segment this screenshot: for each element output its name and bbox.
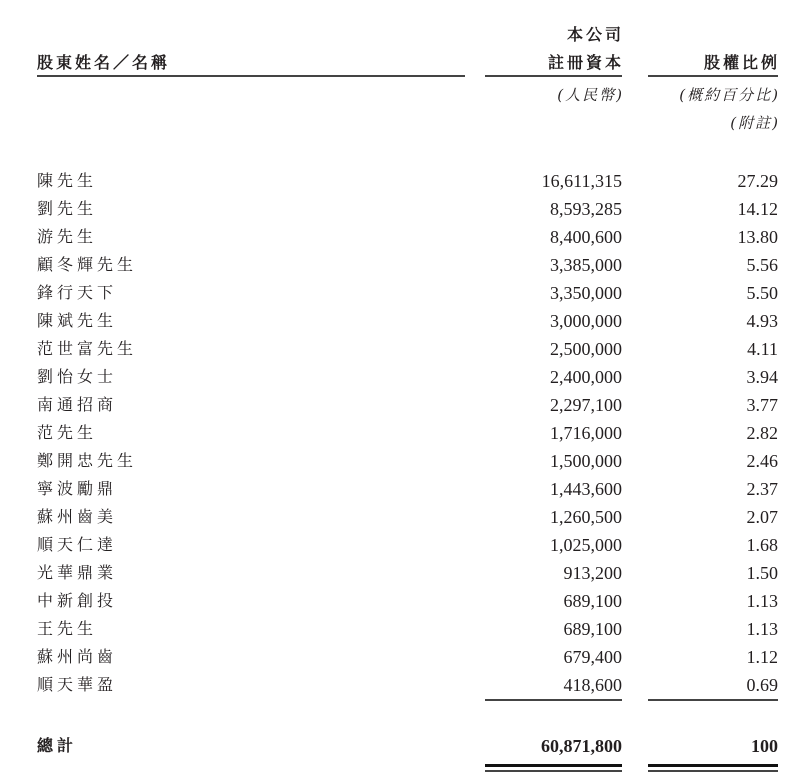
shareholding-pct: 3.77 [746, 395, 778, 415]
shareholder-name: 中新創投 [37, 591, 118, 610]
registered-capital: 3,385,000 [550, 255, 622, 275]
registered-capital: 2,500,000 [550, 339, 622, 359]
shareholder-name: 寧波勵鼎 [37, 479, 118, 498]
table-row [0, 559, 800, 587]
shareholder-name: 蘇州尚齒 [37, 647, 118, 666]
shareholder-name: 光華鼎業 [37, 563, 118, 582]
table-row [0, 587, 800, 615]
shareholder-name: 王先生 [37, 619, 98, 638]
registered-capital: 418,600 [563, 675, 622, 695]
shareholding-pct: 2.46 [746, 451, 778, 471]
table-row [0, 615, 800, 643]
registered-capital: 3,350,000 [550, 283, 622, 303]
shareholder-name: 劉怡女士 [37, 367, 118, 386]
registered-capital: 2,297,100 [550, 395, 622, 415]
shareholder-name: 鋒行天下 [37, 283, 118, 302]
table-row [0, 643, 800, 671]
registered-capital: 8,400,600 [550, 227, 622, 247]
registered-capital: 1,716,000 [550, 423, 622, 443]
shareholding-pct: 2.37 [746, 479, 778, 499]
pct-column-header: 股權比例 [703, 53, 780, 72]
shareholder-name: 劉先生 [37, 199, 98, 218]
table-row [0, 531, 800, 559]
shareholding-pct: 4.93 [746, 311, 778, 331]
shareholding-pct: 5.56 [746, 255, 778, 275]
shareholding-pct: 13.80 [737, 227, 778, 247]
pct-total-double-rule [648, 764, 778, 772]
total-capital: 60,871,800 [541, 736, 622, 756]
registered-capital: 1,260,500 [550, 507, 622, 527]
pct-unit: (概約百分比) [679, 86, 780, 104]
table-row [0, 391, 800, 419]
shareholding-pct: 1.50 [746, 563, 778, 583]
table-row [0, 195, 800, 223]
table-row [0, 419, 800, 447]
registered-capital: 1,443,600 [550, 479, 622, 499]
shareholder-name: 順天華盈 [37, 675, 118, 694]
shareholder-name: 范先生 [37, 423, 98, 442]
shareholding-pct: 4.11 [747, 339, 778, 359]
registered-capital: 2,400,000 [550, 367, 622, 387]
shareholder-name: 陳斌先生 [37, 311, 118, 330]
registered-capital: 16,611,315 [541, 171, 622, 191]
capital-column-header-line2: 註冊資本 [547, 53, 624, 72]
shareholder-name: 順天仁達 [37, 535, 118, 554]
pct-note: (附註) [730, 114, 780, 132]
name-column-header: 股東姓名／名稱 [37, 53, 171, 72]
registered-capital: 913,200 [563, 563, 622, 583]
table-row [0, 167, 800, 195]
shareholding-pct: 2.82 [746, 423, 778, 443]
capital-subtotal-rule [485, 699, 622, 701]
table-row [0, 447, 800, 475]
capital-header-rule [485, 75, 622, 77]
registered-capital: 3,000,000 [550, 311, 622, 331]
shareholding-pct: 1.13 [746, 591, 778, 611]
shareholder-name: 蘇州齒美 [37, 507, 118, 526]
registered-capital: 689,100 [563, 591, 622, 611]
shareholding-pct: 14.12 [737, 199, 778, 219]
shareholding-pct: 5.50 [746, 283, 778, 303]
table-row [0, 223, 800, 251]
capital-column-header-line1: 本公司 [566, 25, 624, 44]
pct-header-rule [648, 75, 778, 77]
table-row [0, 279, 800, 307]
total-pct: 100 [751, 736, 778, 756]
registered-capital: 689,100 [563, 619, 622, 639]
shareholder-name: 范世富先生 [37, 339, 138, 358]
shareholder-name: 鄭開忠先生 [37, 451, 138, 470]
table-row [0, 475, 800, 503]
shareholding-pct: 27.29 [737, 171, 778, 191]
registered-capital: 8,593,285 [550, 199, 622, 219]
shareholding-pct: 0.69 [746, 675, 778, 695]
table-row [0, 307, 800, 335]
shareholder-name: 陳先生 [37, 171, 98, 190]
pct-subtotal-rule [648, 699, 778, 701]
registered-capital: 1,500,000 [550, 451, 622, 471]
table-row [0, 503, 800, 531]
table-row [0, 251, 800, 279]
registered-capital: 679,400 [563, 647, 622, 667]
total-row [0, 732, 800, 760]
shareholder-name: 顧冬輝先生 [37, 255, 138, 274]
shareholder-name: 游先生 [37, 227, 98, 246]
shareholding-pct: 2.07 [746, 507, 778, 527]
name-header-rule [37, 75, 465, 77]
table-row [0, 363, 800, 391]
shareholding-pct: 3.94 [746, 367, 778, 387]
shareholding-pct: 1.68 [746, 535, 778, 555]
total-label: 總計 [37, 736, 78, 755]
table-row [0, 671, 800, 699]
table-row [0, 335, 800, 363]
shareholding-pct: 1.13 [746, 619, 778, 639]
capital-unit: (人民幣) [557, 86, 624, 104]
registered-capital: 1,025,000 [550, 535, 622, 555]
shareholder-name: 南通招商 [37, 395, 118, 414]
capital-total-double-rule [485, 764, 622, 772]
shareholding-pct: 1.12 [746, 647, 778, 667]
